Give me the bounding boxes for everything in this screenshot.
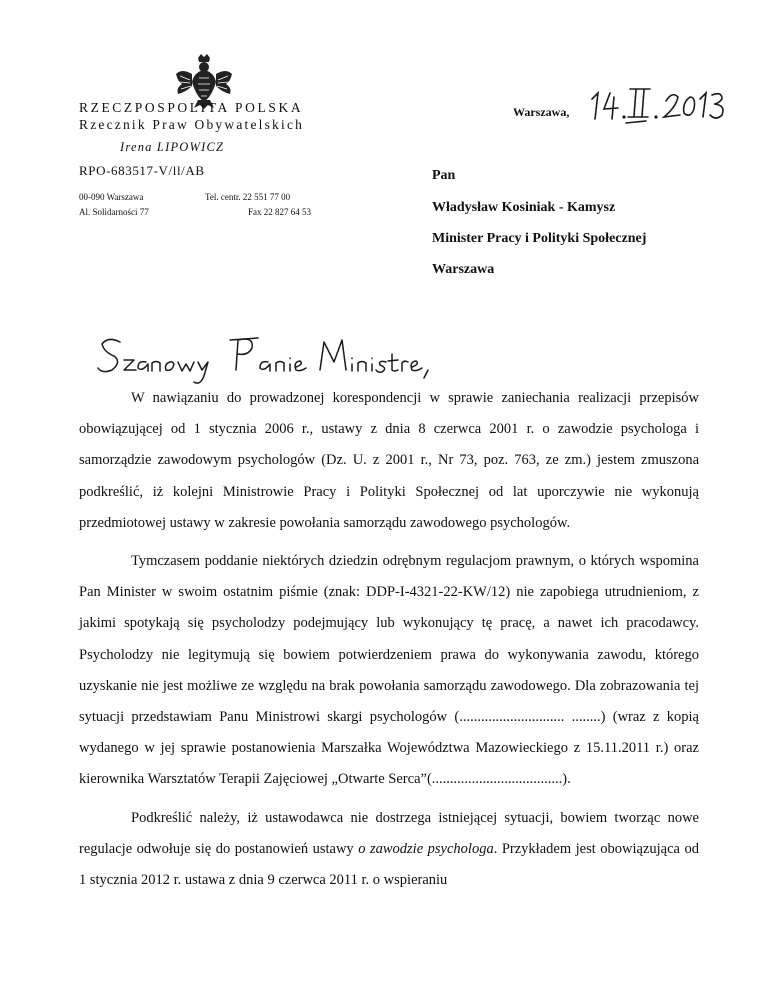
recipient-name: Władysław Kosiniak - Kamysz — [432, 200, 616, 215]
handwritten-date — [588, 85, 738, 131]
paragraph-3-act-title: o zawodzie psychologa — [358, 840, 494, 857]
recipient-city: Warszawa — [432, 262, 495, 277]
letter-body — [79, 383, 699, 903]
institution-name: RZECZPOSPOLITA POLSKA — [79, 100, 304, 115]
handwritten-greeting — [90, 330, 450, 390]
paragraph-3-end: . Przykładem jest obowiązująca od 1 stycznia 2012 r. ustawa z dnia 9 czerwca 2011 r. o wspieraniu — [79, 840, 700, 889]
recipient-title: Minister Pracy i Polityki Społecznej — [432, 231, 647, 246]
address-line-2: Al. Solidarności 77 — [79, 207, 149, 217]
paragraph-3 — [79, 803, 699, 897]
address-line-1: 00-090 Warszawa — [79, 192, 144, 202]
reference-number: RPO-683517-V/ll/AB — [79, 163, 205, 178]
telephone-line: Tel. centr. 22 551 77 00 — [205, 192, 291, 202]
office-name: Rzecznik Praw Obywatelskich — [79, 117, 305, 132]
recipient-salutation: Pan — [432, 168, 456, 183]
place-label: Warszawa, — [513, 105, 570, 119]
fax-line: Fax 22 827 64 53 — [248, 207, 311, 217]
official-name: Irena LIPOWICZ — [120, 140, 225, 154]
paragraph-1: W nawiązaniu do prowadzonej korespondencji w sprawie zaniechania realizacji przepisów obowiązującej od 1 stycznia 2006 r., ustawy z dnia 8 czerwca 2001 r. o zawodzie psychologa i samorządzie zawodowym psychologów (Dz. U. z 2001 r., Nr 73, poz. 763, ze zm.) jestem zmuszona podkreślić, iż kolejni Ministrowie Pracy i Polityki Społecznej od lat uporczywie nie wykonują przedmiotowej ustawy w zakresie powołania samorządu zawodowego psychologów. — [79, 390, 699, 531]
paragraph-2: Tymczasem poddanie niektórych dziedzin odrębnym regulacjom prawnym, o których wspomina Pan Minister w swoim ostatnim piśmie (znak: DDP-I-4321-22-KW/12) nie zapobiega utrudnieniom, z jakimi spotykają się psycholodzy podejmujący lub wykonujący tę pracę, a nawet ich pracodawcy. Psycholodzy nie legitymują się bowiem potwierdzeniem prawa do wykonywania zawodu, którego uzyskanie nie jest możliwe ze względu na brak powołania samorządu zawodowego. Dla zobrazowania tej sytuacji przedstawiam Panu Ministrowi skargi psychologów (............................. ........) (wraz z kopią wydanego w jej sprawie postanowienia Marszałka Województwa Mazowieckiego z 15.11.2011 r.) oraz kierownika Warsztatów Terapii Zajęciowej „Otwarte Serca”(....................................). — [79, 553, 699, 788]
paragraph-3-start: Podkreślić należy, iż ustawodawca nie dostrzega istniejącej sytuacji, bowiem tworząc nowe regulacje odwołuje się do postanowień ustawy — [79, 809, 699, 857]
